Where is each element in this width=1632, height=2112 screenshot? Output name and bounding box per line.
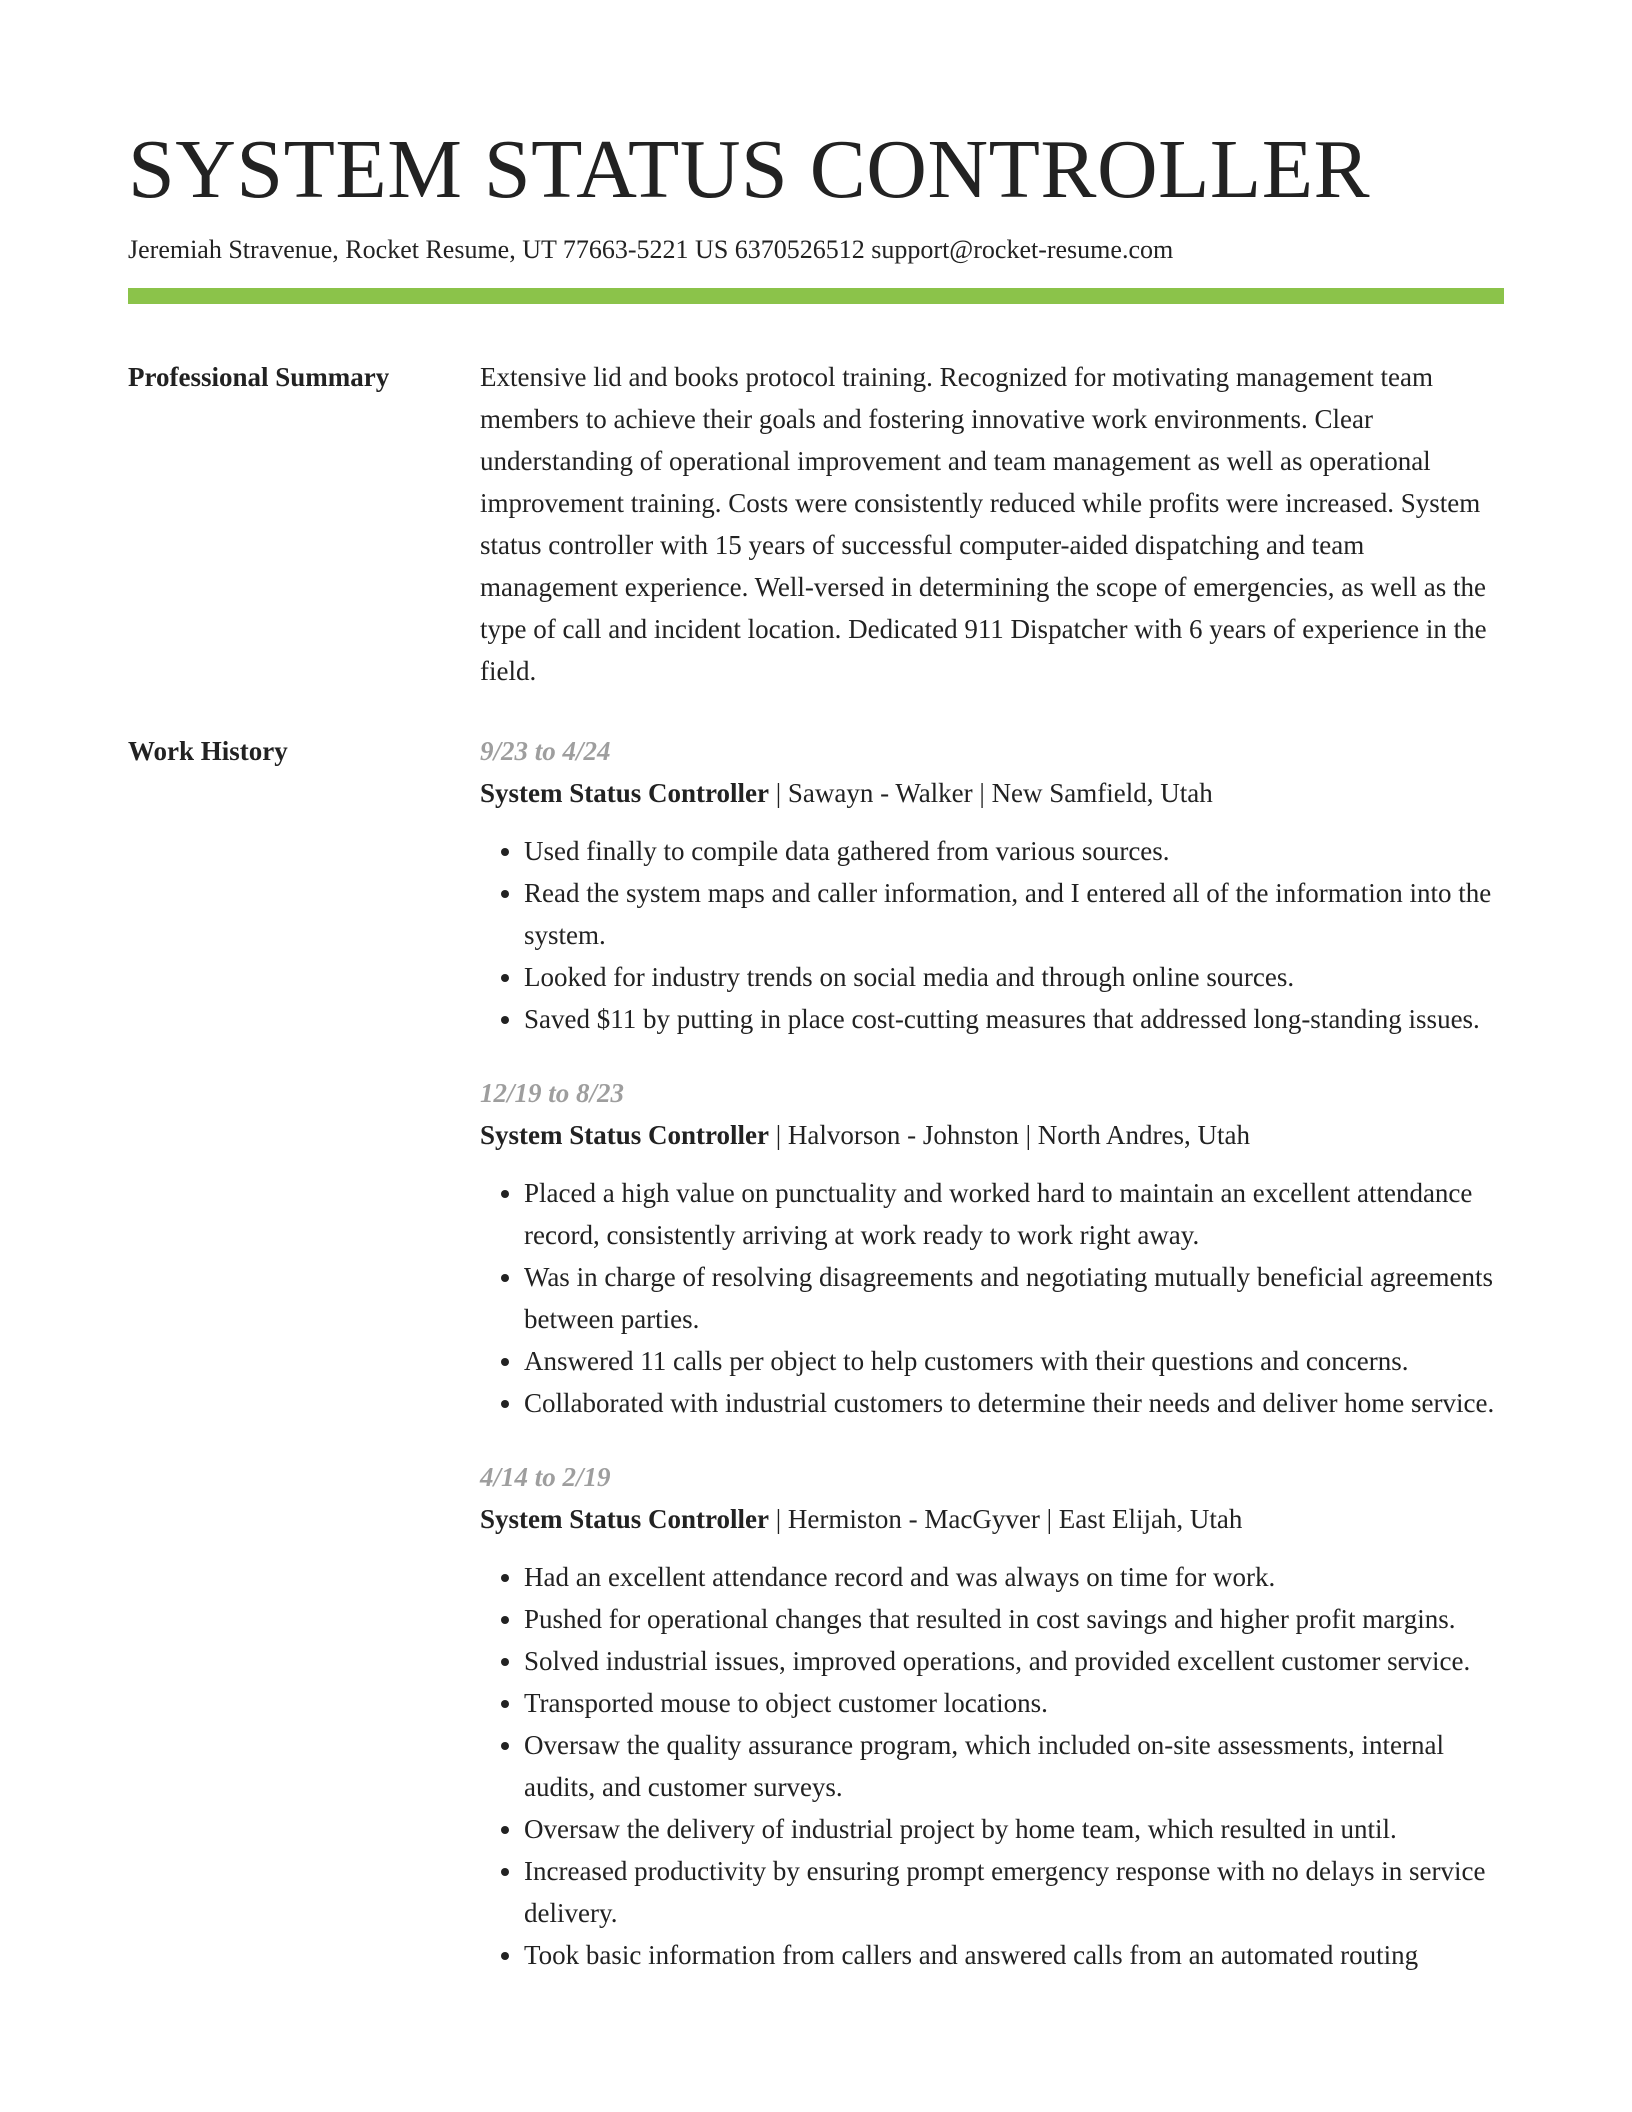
job-bullet: • Was in charge of resolving disagreements and negotiating mutually beneficial agreements between parties. <box>524 1256 1504 1340</box>
job-bullet: • Saved $11 by putting in place cost-cutting measures that addressed long-standing issues. <box>524 998 1504 1040</box>
summary-body <box>480 356 1504 692</box>
job-title: System Status Controller <box>480 1120 769 1150</box>
job-bullet: • Answered 11 calls per object to help customers with their questions and concerns. <box>524 1340 1504 1382</box>
job-entry <box>480 1072 1504 1424</box>
job-details: | Halvorson - Johnston | North Andres, Utah <box>768 1120 1251 1150</box>
job-bullet: • Pushed for operational changes that resulted in cost savings and higher profit margins. <box>524 1598 1504 1640</box>
work-history-section <box>128 730 1504 1976</box>
job-bullet: • Took basic information from callers and answered calls from an automated routing <box>524 1934 1504 1976</box>
job-bullet: • Oversaw the delivery of industrial project by home team, which resulted in until. <box>524 1808 1504 1850</box>
contact-line: Jeremiah Stravenue, Rocket Resume, UT 77663-5221 US 6370526512 support@rocket-resume.com <box>128 235 1174 264</box>
job-bullet: • Read the system maps and caller information, and I entered all of the information into the system. <box>524 872 1504 956</box>
section-label-summary: Professional Summary <box>128 362 390 392</box>
job-bullet: • Used finally to compile data gathered from various sources. <box>524 830 1504 872</box>
job-bullet: • Collaborated with industrial customers to determine their needs and deliver home service. <box>524 1382 1504 1424</box>
job-bullet: • Oversaw the quality assurance program, which included on-site assessments, internal audits, and customer surveys. <box>524 1724 1504 1808</box>
job-bullets <box>480 830 1504 1040</box>
job-bullet: • Had an excellent attendance record and was always on time for work. <box>524 1556 1504 1598</box>
job-bullet: • Solved industrial issues, improved operations, and provided excellent customer service. <box>524 1640 1504 1682</box>
job-dates: 12/19 to 8/23 <box>480 1078 625 1108</box>
resume-title: SYSTEM STATUS CONTROLLER <box>128 123 1371 216</box>
job-entry <box>480 730 1504 1040</box>
job-bullet: • Increased productivity by ensuring prompt emergency response with no delays in service delivery. <box>524 1850 1504 1934</box>
resume-page <box>128 120 1504 1976</box>
job-bullet: • Looked for industry trends on social media and through online sources. <box>524 956 1504 998</box>
professional-summary-section <box>128 356 1504 692</box>
section-label-work-history: Work History <box>128 736 288 766</box>
job-details: | Sawayn - Walker | New Samfield, Utah <box>768 778 1213 808</box>
job-bullets <box>480 1556 1504 1976</box>
job-bullets <box>480 1172 1504 1424</box>
job-bullet: • Placed a high value on punctuality and worked hard to maintain an excellent attendance record, consistently arriving at work ready to work right away. <box>524 1172 1504 1256</box>
job-heading <box>480 1498 1504 1540</box>
header-divider <box>128 288 1504 304</box>
job-dates: 9/23 to 4/24 <box>480 736 611 766</box>
job-title: System Status Controller <box>480 778 769 808</box>
job-details: | Hermiston - MacGyver | East Elijah, Utah <box>768 1504 1243 1534</box>
job-dates: 4/14 to 2/19 <box>480 1462 611 1492</box>
job-heading <box>480 772 1504 814</box>
work-history-body <box>480 730 1504 1976</box>
job-bullet: • Transported mouse to object customer locations. <box>524 1682 1504 1724</box>
job-title: System Status Controller <box>480 1504 769 1534</box>
job-heading <box>480 1114 1504 1156</box>
summary-text: Extensive lid and books protocol training. Recognized for motivating management team members to achieve their goals and fostering innovative work environments. Clear understanding of operational improvement and team management as well as operational improvement training. Costs were consistently reduced while profits were increased. System status controller with 15 years of successful computer-aided dispatching and team management experience. Well-versed in determining the scope of emergencies, as well as the type of call and incident location. Dedicated 911 Dispatcher with 6 years of experience in the field. <box>480 362 1487 686</box>
job-entry <box>480 1456 1504 1976</box>
